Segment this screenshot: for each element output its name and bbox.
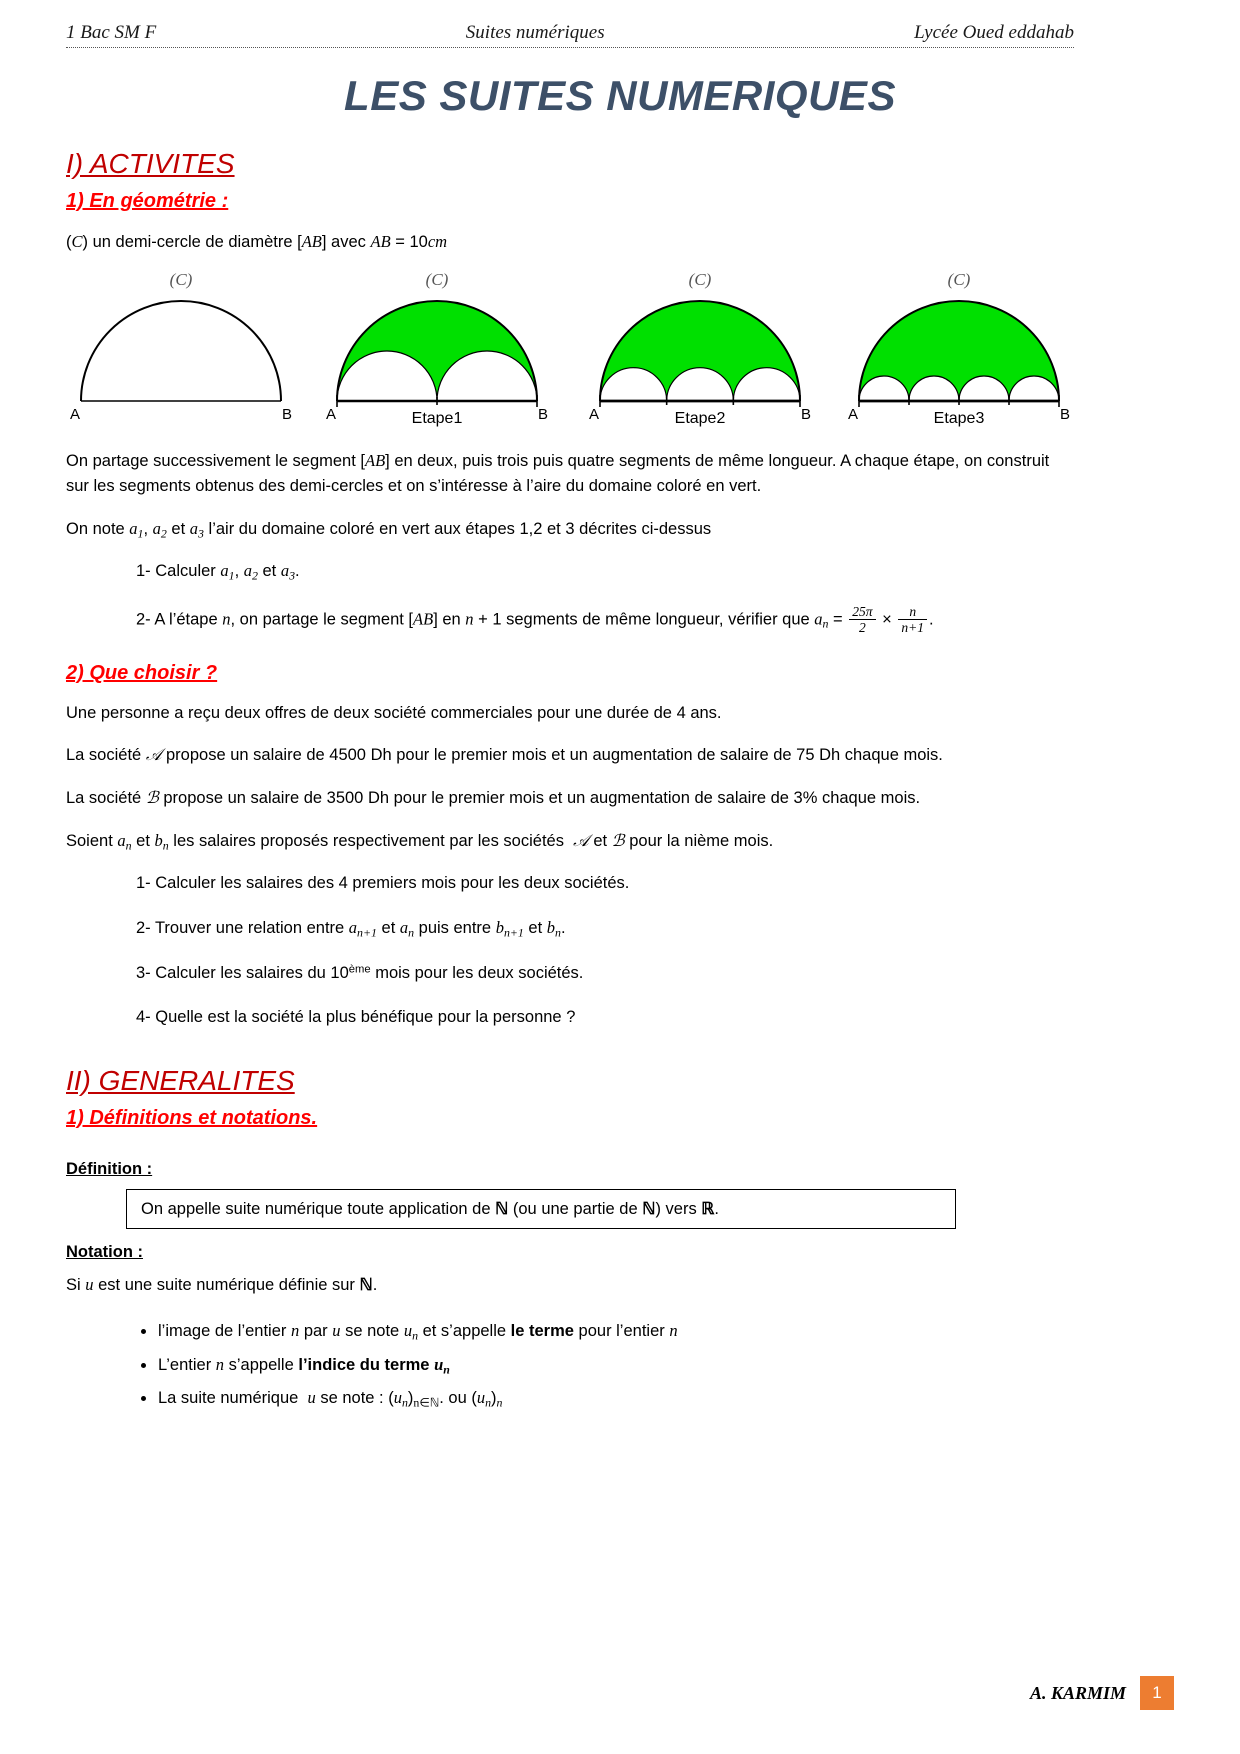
notation-label: Notation : (66, 1242, 143, 1261)
geometrie-question-1: 1- Calculer $a_1$, $a_2$ et $a_3$. (136, 561, 300, 583)
section-heading-generalites: II) GENERALITES (66, 1064, 295, 1096)
header-center-text: Suites numériques (465, 22, 605, 43)
figure-c-label: (C) (688, 269, 712, 289)
document-content (66, 148, 1074, 1414)
figure-etape1 (322, 270, 552, 440)
figure-label-a: A (70, 405, 81, 423)
list-item: • L’entier n s’appelle l’indice du terme $u_n$ (158, 1348, 1074, 1381)
semicircle-drawing-etape3 (854, 296, 1064, 411)
choisir-question-3: 3- Calculer les salaires du 10ème mois pour les deux sociétés. (136, 963, 584, 982)
definition-text: On appelle suite numérique toute application de ℕ (ou une partie de ℕ) vers ℝ. (141, 1198, 719, 1218)
figure-row-etapes (66, 270, 1074, 440)
subsection-que-choisir (66, 658, 1074, 1031)
semicircle-drawing-etape1 (332, 296, 542, 411)
subsection-heading-que-choisir: 2) Que choisir ? (66, 661, 218, 684)
semicircle-drawing-etape2 (595, 296, 805, 411)
subsection-heading-definitions: 1) Définitions et notations. (66, 1106, 318, 1129)
figure-caption-etape2: Etape2 (674, 409, 726, 427)
geometrie-question-2: 2- A l’étape n, on partage le segment [AB] en n + 1 segments de même longueur, vérifier que $a_n$ = $\frac{25\pi}{2}$ × $\frac{n}{n+1}$ . (136, 603, 934, 636)
figure-c-label: (C) (947, 269, 971, 289)
figure-c-label: (C) (425, 269, 449, 289)
notation-bullet-list (66, 1314, 1074, 1414)
figure-etape2 (585, 270, 815, 440)
choisir-question-2: 2- Trouver une relation entre $a_{n+1}$ et $a_n$ puis entre $b_{n+1}$ et $b_n$. (136, 917, 566, 939)
section-activites (66, 148, 1074, 186)
choisir-paragraph-1: Une personne a reçu deux offres de deux société commerciales pour une durée de 4 ans. (66, 703, 722, 722)
definition-box (126, 1189, 956, 1229)
choisir-paragraph-2: La société 𝒜 propose un salaire de 4500 Dh pour le premier mois et un augmentation de salaire de 75 Dh chaque mois. (66, 745, 943, 765)
subsection-geometrie (66, 186, 1074, 636)
choisir-paragraph-4: Soient $a_n$ et $b_n$ les salaires proposés respectivement par les sociétés 𝒜 et ℬ pour la nième mois. (66, 830, 774, 852)
list-item: • l’image de l’entier n par u se note $u_n$ et s’appelle le terme pour l’entier n (158, 1314, 1074, 1347)
figure-label-a: A (848, 405, 859, 423)
page-header (66, 22, 1074, 48)
formula-fraction-2: $\frac{n}{n+1}$ (898, 604, 927, 636)
formula-fraction-1: $\frac{25\pi}{2}$ (849, 604, 875, 636)
section-heading-activites: I) ACTIVITES (66, 148, 235, 179)
page-number-badge: 1 (1140, 1676, 1174, 1710)
figure-caption-etape1: Etape1 (411, 409, 463, 427)
list-item: • La suite numérique u se note : $(u_n)_{n\in ℕ}$. ou $(u_n)_n$ (158, 1381, 1074, 1414)
page-footer (1030, 1676, 1174, 1710)
footer-author: A. KARMIM (1029, 1682, 1126, 1703)
figure-label-b: B (1059, 405, 1070, 423)
figure-label-b: B (537, 405, 548, 423)
geometrie-paragraph-2: On note $a_1$, $a_2$ et $a_3$ l’air du domaine coloré en vert aux étapes 1,2 et 3 décrites ci-dessus (66, 518, 712, 540)
figure-c-label: (C) (169, 269, 193, 289)
header-right-text: Lycée Oued eddahab (914, 22, 1074, 43)
subsection-heading-geometrie: 1) En géométrie : (66, 190, 229, 212)
figure-etape3 (844, 270, 1074, 440)
geometrie-intro: (C) un demi-cercle de diamètre [AB] avec AB = 10cm (66, 232, 448, 251)
definition-label: Définition : (66, 1159, 153, 1178)
figure-label-b: B (281, 405, 292, 423)
choisir-question-4: 4- Quelle est la société la plus bénéfique pour la personne ? (136, 1008, 576, 1027)
section-generalites (66, 1065, 1074, 1103)
figure-semicircle-base (66, 270, 296, 440)
choisir-paragraph-3: La société ℬ propose un salaire de 3500 Dh pour le premier mois et un augmentation de salaire de 3% chaque mois. (66, 787, 921, 807)
figure-label-a: A (326, 405, 337, 423)
figure-caption-etape3: Etape3 (933, 409, 985, 427)
semicircle-drawing-base (76, 296, 286, 411)
subsection-definitions (66, 1103, 1074, 1414)
figure-label-b: B (800, 405, 811, 423)
choisir-question-1: 1- Calculer les salaires des 4 premiers mois pour les deux sociétés. (136, 874, 630, 893)
figure-label-a: A (589, 405, 600, 423)
header-left-text: 1 Bac SM F (66, 22, 157, 43)
notation-intro: Si u est une suite numérique définie sur ℕ. (66, 1274, 378, 1294)
geometrie-paragraph-1: On partage successivement le segment [AB] en deux, puis trois puis quatre segments de même longueur. A chaque étape, on construit sur les segments obtenus des demi-cercles et on s’intéresse à l’aire du domaine coloré en vert. (66, 450, 1050, 496)
document-title: LES SUITES NUMERIQUES (344, 72, 896, 119)
